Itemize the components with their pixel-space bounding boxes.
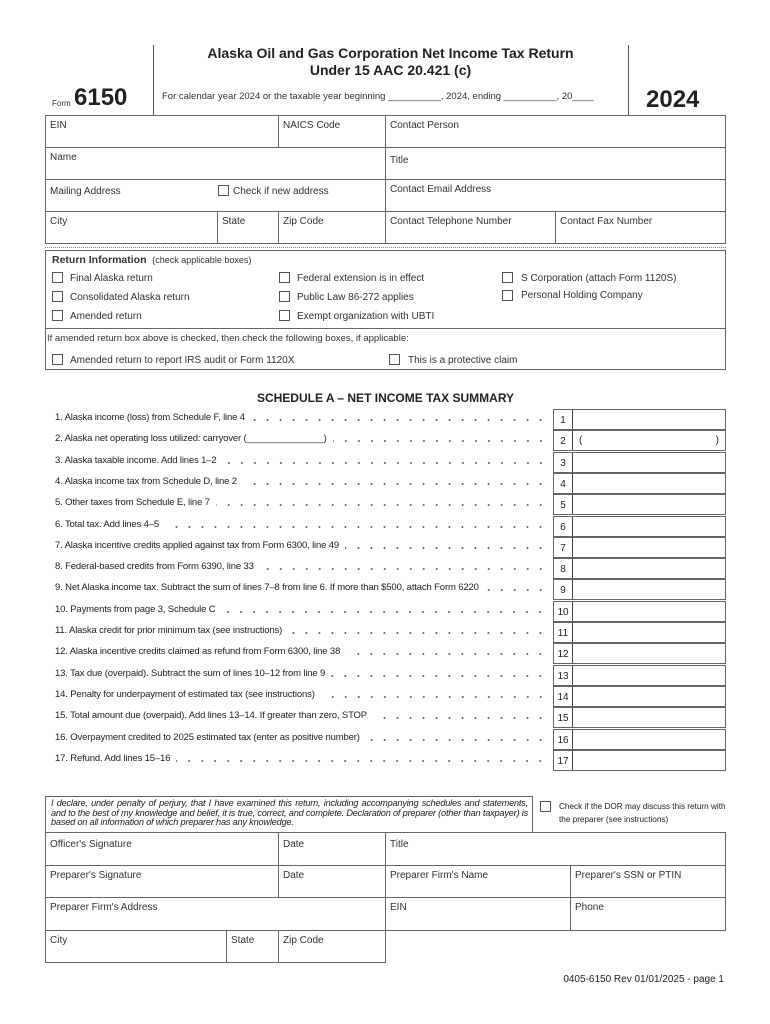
schedule-a-line [52, 750, 726, 771]
exempt-organization-checkbox[interactable] [279, 310, 290, 321]
line-number: 12 [553, 643, 573, 664]
protective-claim-checkbox[interactable] [389, 354, 400, 365]
amended-return-checkbox[interactable] [52, 310, 63, 321]
line-label: 3. Alaska taxable income. Add lines 1–2 [55, 454, 217, 466]
final-return-label: Final Alaska return [70, 273, 153, 284]
leader-dots [260, 561, 547, 571]
line-leader [55, 561, 547, 575]
line-number: 14 [553, 686, 573, 707]
schedule-a-line [52, 729, 726, 750]
line-label: 9. Net Alaska income tax. Subtract the sum of lines 7–8 from line 6. If more than $500, attach Form 6220 [55, 582, 479, 594]
line-leader [55, 689, 547, 703]
preparer-signature-field[interactable] [45, 865, 279, 898]
preparer-firm-address-field[interactable] [45, 897, 386, 931]
tax-period: For calendar year 2024 or the taxable year beginning __________, 2024, ending __________, 20____ [162, 91, 594, 102]
leader-dots [321, 689, 547, 699]
officer-signature-label: Officer's Signature [50, 839, 132, 850]
line-amount-input[interactable] [572, 430, 726, 451]
preparer-firm-name-label: Preparer Firm's Name [390, 870, 489, 881]
preparer-date-field[interactable] [278, 865, 386, 898]
return-info-heading: Return Information [52, 254, 147, 266]
discuss-box [532, 796, 726, 833]
line-label: 15. Total amount due (overpaid). Add lines 13–14. If greater than zero, STOP [55, 710, 367, 722]
contact-fax-label: Contact Fax Number [560, 216, 653, 227]
officer-title-field[interactable] [385, 832, 726, 866]
line-amount-input[interactable] [572, 665, 726, 686]
line-number: 4 [553, 473, 573, 494]
officer-date-field[interactable] [278, 832, 386, 866]
mailing-address-field[interactable] [45, 179, 386, 212]
line-leader [55, 582, 547, 596]
schedule-a-line [52, 601, 726, 622]
line-label: 16. Overpayment credited to 2025 estimated tax (enter as positive number) [55, 731, 360, 743]
schedule-a-line [52, 430, 726, 451]
schedule-a-line [52, 516, 726, 537]
paren-close: ) [715, 435, 719, 447]
schedule-a-line [52, 643, 726, 664]
line-leader [55, 455, 547, 469]
section-divider [45, 247, 726, 248]
leader-dots [216, 497, 547, 507]
leader-dots [165, 519, 547, 529]
consolidated-return-label: Consolidated Alaska return [70, 292, 190, 303]
line-number: 9 [553, 579, 573, 600]
schedule-a-line [52, 707, 726, 728]
preparer-zip-field[interactable] [278, 930, 386, 963]
line-amount-input[interactable] [572, 494, 726, 515]
line-leader [55, 625, 547, 639]
line-label: 7. Alaska incentive credits applied against tax from Form 6300, line 49 [55, 539, 340, 551]
line-leader [55, 753, 547, 767]
public-law-label: Public Law 86-272 applies [297, 292, 414, 303]
naics-label: NAICS Code [283, 120, 341, 131]
line-amount-input[interactable] [572, 686, 726, 707]
preparer-state-field[interactable] [226, 930, 279, 963]
ein-label: EIN [50, 120, 67, 131]
line-label: 6. Total tax. Add lines 4–5 [55, 518, 160, 530]
preparer-firm-name-field[interactable] [385, 865, 571, 898]
zip-field[interactable] [278, 211, 386, 244]
line-number: 2 [553, 430, 573, 451]
line-label: 5. Other taxes from Schedule E, line 7 [55, 497, 210, 509]
consolidated-return-checkbox[interactable] [52, 291, 63, 302]
title-field[interactable] [385, 147, 726, 180]
leader-dots [373, 710, 547, 720]
line-leader [55, 646, 547, 660]
line-amount-input[interactable] [572, 601, 726, 622]
line-label: 14. Penalty for underpayment of estimated tax (see instructions) [55, 688, 315, 700]
preparer-phone-label: Phone [575, 902, 604, 913]
leader-dots [366, 732, 547, 742]
form-prefix: Form [52, 99, 71, 108]
line-amount-input[interactable] [572, 729, 726, 750]
line-leader [55, 540, 547, 554]
line-amount-input[interactable] [572, 622, 726, 643]
s-corporation-label: S Corporation (attach Form 1120S) [521, 273, 677, 284]
line-leader [55, 412, 547, 426]
irs-audit-label: Amended return to report IRS audit or Form 1120X [70, 355, 295, 366]
officer-title-label: Title [390, 839, 409, 850]
line-leader [55, 497, 547, 511]
federal-extension-checkbox[interactable] [279, 272, 290, 283]
form-number: 6150 [74, 84, 128, 111]
s-corporation-checkbox[interactable] [502, 272, 513, 283]
contact-person-label: Contact Person [390, 120, 459, 131]
line-amount-input[interactable] [572, 750, 726, 771]
leader-dots [176, 753, 547, 763]
schedule-a-line [52, 452, 726, 473]
line-label: 12. Alaska incentive credits claimed as refund from Form 6300, line 38 [55, 646, 341, 658]
form-title: Alaska Oil and Gas Corporation Net Income Tax Return [207, 45, 574, 61]
mailing-address-label: Mailing Address [50, 186, 121, 197]
leader-dots [345, 540, 547, 550]
line-number: 1 [553, 409, 573, 430]
name-field[interactable] [45, 147, 386, 180]
line-number: 8 [553, 558, 573, 579]
line-amount-input[interactable] [572, 643, 726, 664]
leader-dots [333, 433, 547, 443]
line-leader [55, 668, 547, 682]
contact-person-field[interactable] [385, 115, 726, 148]
preparer-phone-field[interactable] [570, 897, 726, 931]
title-label: Title [390, 155, 409, 166]
naics-field[interactable] [278, 115, 386, 148]
schedule-a-line [52, 473, 726, 494]
line-label: 17. Refund. Add lines 15–16 [55, 752, 171, 764]
line-leader [55, 604, 547, 618]
line-number: 3 [553, 452, 573, 473]
officer-date-label: Date [283, 839, 305, 850]
return-info-note: (check applicable boxes) [152, 255, 252, 265]
amended-return-label: Amended return [70, 311, 142, 322]
preparer-ssn-ptin-label: Preparer's SSN or PTIN [575, 870, 682, 881]
contact-phone-field[interactable] [385, 211, 556, 244]
city-label: City [50, 216, 68, 227]
leader-dots [288, 625, 547, 635]
leader-dots [346, 646, 547, 656]
line-number: 15 [553, 707, 573, 728]
line-label: 8. Federal-based credits from Form 6390, line 33 [55, 561, 254, 573]
line-leader [55, 433, 547, 447]
schedule-a-line [52, 665, 726, 686]
schedule-a-line [52, 409, 726, 430]
amended-instructions: If amended return box above is checked, then check the following boxes, if applicable: [47, 333, 409, 344]
protective-claim-label: This is a protective claim [408, 355, 518, 366]
schedule-a-line [52, 622, 726, 643]
declaration-text: I declare, under penalty of perjury, that I have examined this return, including accompanying schedules and statements, and to the best of my knowledge and belief, it is true, correct, and complete. Declaration of preparer (other than taxpayer) is based on all information of which preparer has any knowledge. [51, 798, 528, 828]
line-number: 5 [553, 494, 573, 515]
contact-fax-field[interactable] [555, 211, 726, 244]
discuss-label: Check if the DOR may discuss this return with the preparer (see instructions) [559, 802, 726, 824]
city-field[interactable] [45, 211, 218, 244]
line-leader [55, 710, 547, 724]
line-amount-input[interactable] [572, 558, 726, 579]
line-label: 11. Alaska credit for prior minimum tax (see instructions) [55, 625, 283, 636]
line-label: 2. Alaska net operating loss utilized: carryover (_______________) [55, 433, 327, 445]
line-number: 6 [553, 516, 573, 537]
line-number: 10 [553, 601, 573, 622]
ein-field[interactable] [45, 115, 279, 148]
final-return-checkbox[interactable] [52, 272, 63, 283]
schedule-a-line [52, 686, 726, 707]
line-amount-input[interactable] [572, 473, 726, 494]
line-label: 13. Tax due (overpaid). Subtract the sum of lines 10–12 from line 9 [55, 667, 326, 679]
state-label: State [222, 216, 246, 227]
discuss-with-preparer-checkbox[interactable] [540, 801, 551, 812]
leader-dots [223, 455, 547, 465]
declaration-box [45, 796, 533, 833]
irs-audit-checkbox[interactable] [52, 354, 63, 365]
preparer-zip-label: Zip Code [283, 935, 324, 946]
line-number: 16 [553, 729, 573, 750]
preparer-state-label: State [231, 935, 255, 946]
federal-extension-label: Federal extension is in effect [297, 273, 425, 284]
line-number: 11 [553, 622, 573, 643]
tax-year: 2024 [646, 86, 700, 113]
personal-holding-company-checkbox[interactable] [502, 290, 513, 301]
line-amount-input[interactable] [572, 537, 726, 558]
leader-dots [221, 604, 547, 614]
line-leader [55, 519, 547, 533]
line-amount-input[interactable] [572, 579, 726, 600]
preparer-ein-field[interactable] [385, 897, 571, 931]
header-divider [628, 45, 629, 115]
zip-label: Zip Code [283, 216, 324, 227]
preparer-city-field[interactable] [45, 930, 227, 963]
line-leader [55, 476, 547, 490]
preparer-ssn-ptin-field[interactable] [570, 865, 726, 898]
new-address-label: Check if new address [233, 186, 329, 197]
preparer-city-label: City [50, 935, 68, 946]
line-number: 13 [553, 665, 573, 686]
leader-dots [485, 582, 547, 592]
preparer-date-label: Date [283, 870, 305, 881]
personal-holding-company-label: Personal Holding Company [521, 290, 643, 301]
state-field[interactable] [217, 211, 279, 244]
line-amount-input[interactable] [572, 516, 726, 537]
form-subtitle: Under 15 AAC 20.421 (c) [309, 62, 472, 78]
return-info-heading-row [52, 254, 251, 266]
exempt-organization-label: Exempt organization with UBTI [297, 311, 435, 322]
schedule-a-line [52, 537, 726, 558]
preparer-firm-address-label: Preparer Firm's Address [50, 902, 158, 913]
line-label: 10. Payments from page 3, Schedule C [55, 603, 216, 615]
preparer-ein-label: EIN [390, 902, 407, 913]
line-label: 1. Alaska income (loss) from Schedule F, line 4 [55, 412, 245, 423]
leader-dots [243, 476, 547, 486]
preparer-signature-label: Preparer's Signature [50, 870, 142, 881]
schedule-a-line [52, 579, 726, 600]
line-leader [55, 732, 547, 746]
contact-phone-label: Contact Telephone Number [390, 216, 512, 227]
contact-email-field[interactable] [385, 179, 726, 212]
schedule-a-line [52, 558, 726, 579]
officer-signature-field[interactable] [45, 832, 279, 866]
line-amount-input[interactable] [572, 452, 726, 473]
name-label: Name [50, 152, 77, 163]
line-amount-input[interactable] [572, 409, 726, 430]
paren-open: ( [579, 435, 583, 447]
leader-dots [251, 412, 547, 422]
contact-email-label: Contact Email Address [390, 184, 492, 195]
leader-dots [331, 668, 547, 678]
form-revision-footer: 0405-6150 Rev 01/01/2025 - page 1 [563, 974, 724, 985]
schedule-a-title: SCHEDULE A – NET INCOME TAX SUMMARY [256, 391, 515, 405]
line-amount-input[interactable] [572, 707, 726, 728]
schedule-a-line [52, 494, 726, 515]
new-address-checkbox[interactable] [218, 185, 229, 196]
line-label: 4. Alaska income tax from Schedule D, line 2 [55, 475, 237, 487]
line-number: 7 [553, 537, 573, 558]
public-law-checkbox[interactable] [279, 291, 290, 302]
line-number: 17 [553, 750, 573, 771]
